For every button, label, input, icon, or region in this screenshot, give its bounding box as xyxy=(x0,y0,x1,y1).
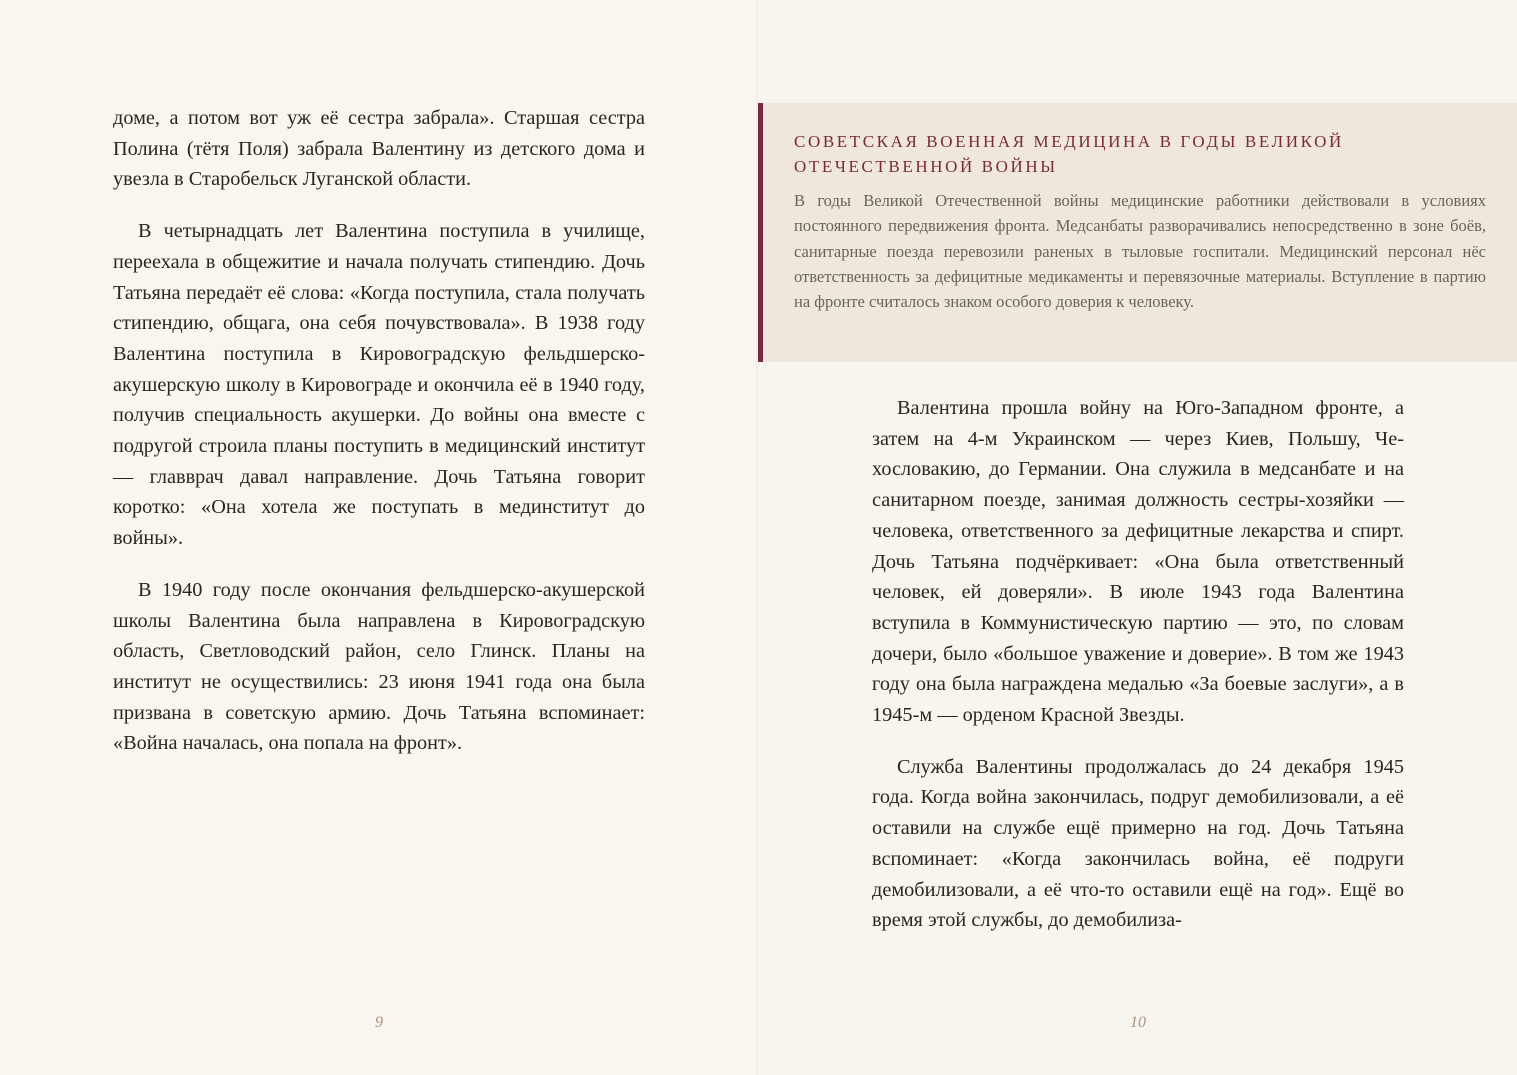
page-number-right: 10 xyxy=(1130,1014,1146,1031)
left-paragraph-2: В четырнадцать лет Валентина поступила в училище, переехала в общежитие и начала получать стипендию. Дочь Татьяна передаёт её слова: «Когда поступила, стала получать стипендию, общага, она себя почувствовала». В 1938 году Валентина поступила в Кировоградскую фельдшерско-акушерскую школу в Кировограде и окончила её в 1940 году, получив специальность акушерки. До войны она вместе с подругой строила планы поступить в медицинский институт — главврач давал направление. Дочь Татьяна говорит коротко: «Она хотела же поступать в мединститут до войны». xyxy=(113,220,645,550)
left-paragraph-1: доме, а потом вот уж её сестра забрала». Старшая сестра Полина (тётя Поля) забрала Валентину из детского дома и увезла в Старобельск Луганской области. xyxy=(113,107,645,191)
sidebar-title: СОВЕТСКАЯ ВОЕННАЯ МЕДИЦИНА В ГОДЫ ВЕЛИКОЙ ОТЕЧЕСТВЕННОЙ ВОЙНЫ xyxy=(794,132,1344,176)
left-paragraph-3: В 1940 году после окончания фельдшерско-акушерской школы Валентина была направлена в Кировоградскую область, Светловодский район, село Глинск. Планы на институт не осуществились: 23 июня 1941 года она была призвана в советскую армию. Дочь Татьяна вспоминает: «Война началась, она попала на фронт». xyxy=(113,578,645,755)
sidebar-body: В годы Великой Отечественной войны медицинские работники действовали в условиях постоянного передвижения фронта. Медсанбаты разворачивались непосредственно в зоне боёв, санитарные поезда перевозили раненых в тыловые госпитали. Медицинский персонал нёс ответственность за дефицитные медикаменты и перевязочные материалы. Вступление в партию на фронте считалось знаком особого доверия к человеку. xyxy=(794,191,1486,312)
right-paragraph-1: Валентина прошла войну на Юго-Западном фронте, а затем на 4-м Украинском — через Киев, Польшу, Чехословакию, до Германии. Она служила в медсанбате и на санитарном поезде, занимая должность сестры-хозяйки — человека, ответственного за дефицитные лекарства и спирт. Дочь Татьяна подчёркивает: «Она была ответственный человек, ей доверяли». В июле 1943 года Валентина вступила в Коммунистическую партию — это, по словам дочери, было «большое уважение и доверие». В том же 1943 году она была награждена медалью «За боевые заслуги», а в 1945-м — орденом Красной Звезды. xyxy=(872,397,1404,727)
sidebar-box xyxy=(758,103,1517,362)
right-paragraph-2: Служба Валентины продолжалась до 24 декабря 1945 года. Когда война закончилась, подруг демобилизовали, а её оставили на службе ещё примерно на год. Дочь Татьяна вспоминает: «Когда закончилась война, её подруги демобилизовали, а её что-то оставили ещё на год». Ещё во время этой службы, до демобилиза- xyxy=(872,755,1404,932)
left-page-text xyxy=(113,103,645,780)
page-number-left: 9 xyxy=(375,1014,383,1031)
right-page-text xyxy=(872,393,1404,957)
